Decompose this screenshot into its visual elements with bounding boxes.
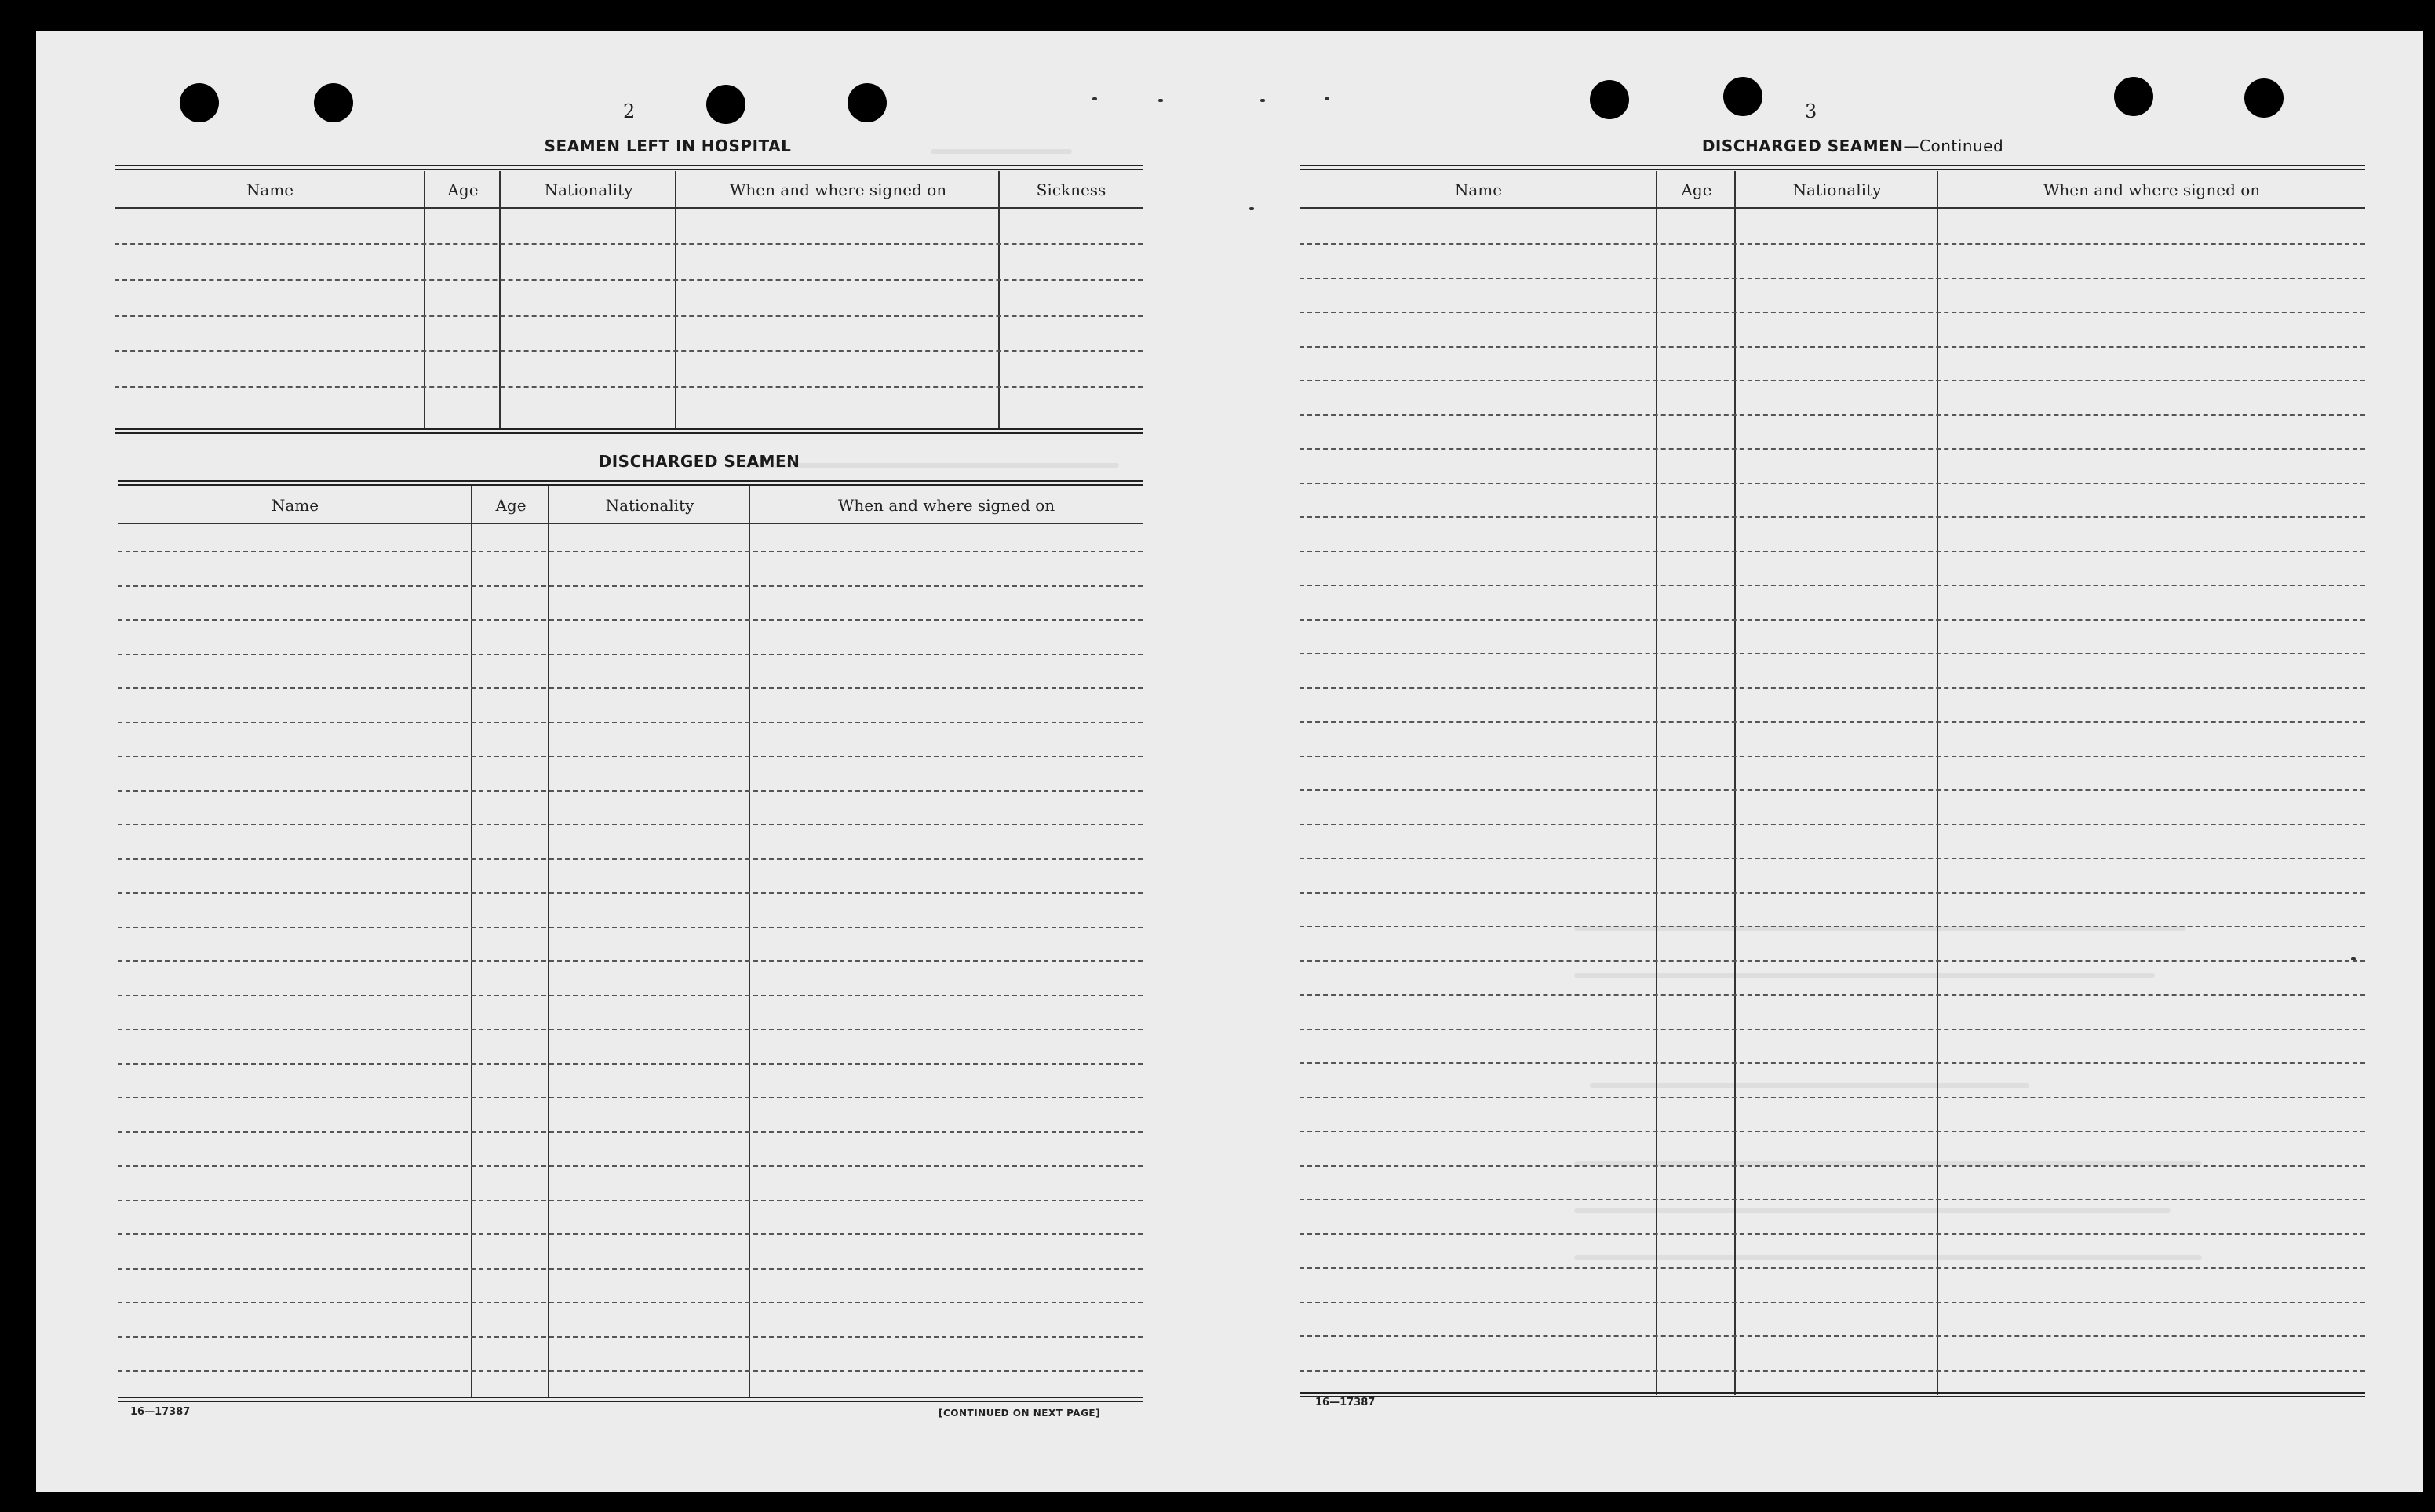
right-table-title (1300, 137, 2406, 155)
row-line (1300, 892, 2365, 894)
row-line (118, 1097, 1143, 1098)
row-line (1300, 721, 2365, 723)
col-header-name: Name (1454, 180, 1503, 199)
row-line (118, 858, 1143, 860)
table-top-rule (1300, 165, 2365, 170)
row-line (1300, 1097, 2365, 1098)
left-page-number: 2 (623, 100, 636, 122)
row-line (118, 1200, 1143, 1201)
speck (1325, 97, 1329, 100)
table-top-rule (118, 480, 1143, 486)
row-line (118, 756, 1143, 757)
form-sheet (36, 31, 2423, 1492)
col-header-age: Age (1681, 180, 1712, 199)
row-line (118, 1029, 1143, 1030)
row-line (1300, 1302, 2365, 1303)
punch-hole (848, 83, 887, 122)
row-line (1300, 994, 2365, 996)
row-line (1300, 414, 2365, 416)
column-divider (749, 486, 750, 1397)
row-line (115, 315, 1143, 317)
row-line (1300, 1131, 2365, 1132)
row-line (1300, 516, 2365, 518)
row-line (118, 687, 1143, 689)
row-line (118, 927, 1143, 928)
col-header-name: Name (246, 180, 294, 199)
row-line (1300, 1165, 2365, 1167)
row-line (1300, 483, 2365, 484)
row-line (1300, 380, 2365, 381)
punch-hole (2114, 77, 2153, 116)
row-line (1300, 1370, 2365, 1372)
col-header-name: Name (271, 496, 319, 515)
col-header-signed-on: When and where signed on (729, 180, 947, 199)
table-bottom-rule (1300, 1392, 2365, 1397)
row-line (118, 995, 1143, 996)
row-line (115, 386, 1143, 388)
table-header (118, 488, 1143, 524)
speck (1249, 207, 1254, 210)
column-divider (548, 486, 549, 1397)
column-divider (424, 171, 425, 428)
col-header-nationality: Nationality (544, 180, 633, 199)
continued-note: [CONTINUED ON NEXT PAGE] (939, 1408, 1101, 1419)
speck (1092, 97, 1097, 100)
row-line (118, 722, 1143, 723)
row-line (118, 585, 1143, 587)
punch-hole (706, 85, 745, 124)
row-line (118, 1165, 1143, 1167)
column-divider (675, 171, 676, 428)
col-header-nationality: Nationality (605, 496, 694, 515)
col-header-age: Age (447, 180, 479, 199)
discharged-table-right (1300, 165, 2365, 1436)
row-line (1300, 585, 2365, 586)
table-header (1300, 173, 2365, 209)
row-line (1300, 687, 2365, 689)
row-line (118, 619, 1143, 621)
hospital-table (115, 165, 1143, 471)
row-line (1300, 1335, 2365, 1337)
column-divider (499, 171, 501, 428)
punch-hole (1590, 80, 1629, 119)
table-bottom-rule (118, 1397, 1143, 1402)
row-line (115, 243, 1143, 245)
right-title-suffix: —Continued (1903, 137, 2004, 155)
row-line (118, 1131, 1143, 1133)
table-top-rule (115, 165, 1143, 170)
column-divider (1656, 171, 1657, 1395)
punch-hole (1723, 77, 1762, 116)
row-line (1300, 858, 2365, 859)
row-line (1300, 1062, 2365, 1064)
col-header-signed-on: When and where signed on (2043, 180, 2261, 199)
col-header-nationality: Nationality (1792, 180, 1882, 199)
row-line (1300, 1029, 2365, 1030)
row-line (118, 1233, 1143, 1235)
column-divider (1734, 171, 1736, 1395)
row-line (1300, 653, 2365, 654)
right-form-code: 16—17387 (1315, 1397, 1376, 1408)
row-line (118, 654, 1143, 655)
right-title-main: DISCHARGED SEAMEN (1701, 137, 1904, 155)
row-line (115, 279, 1143, 281)
row-line (1300, 312, 2365, 313)
column-divider (471, 486, 472, 1397)
row-line (118, 1370, 1143, 1372)
punch-hole (314, 83, 353, 122)
column-divider (1937, 171, 1938, 1395)
table-bottom-rule (115, 428, 1143, 434)
row-line (118, 892, 1143, 894)
row-line (1300, 789, 2365, 791)
row-line (118, 824, 1143, 825)
speck (1260, 99, 1265, 102)
row-line (115, 350, 1143, 352)
col-header-age: Age (495, 496, 527, 515)
row-line (118, 1302, 1143, 1303)
row-line (118, 1336, 1143, 1338)
hospital-table-title: SEAMEN LEFT IN HOSPITAL (544, 137, 792, 155)
row-line (1300, 448, 2365, 450)
col-header-signed-on: When and where signed on (837, 496, 1055, 515)
row-line (1300, 278, 2365, 279)
col-header-sickness: Sickness (1036, 180, 1106, 199)
row-line (1300, 551, 2365, 552)
right-page-number: 3 (1805, 100, 1817, 122)
row-line (1300, 619, 2365, 621)
punch-hole (2244, 78, 2284, 118)
table-header (115, 173, 1143, 209)
punch-hole (180, 83, 219, 122)
row-line (1300, 824, 2365, 825)
speck (1158, 99, 1163, 102)
column-divider (998, 171, 1000, 428)
row-line (1300, 346, 2365, 348)
discharged-table-left (118, 480, 1143, 1437)
row-line (1300, 1267, 2365, 1269)
row-line (1300, 1199, 2365, 1200)
row-line (1300, 1233, 2365, 1235)
row-line (118, 960, 1143, 962)
row-line (118, 790, 1143, 792)
row-line (118, 1063, 1143, 1065)
row-line (118, 551, 1143, 552)
row-line (1300, 960, 2365, 962)
row-line (1300, 926, 2365, 927)
row-line (118, 1268, 1143, 1270)
discharged-table-title: DISCHARGED SEAMEN (598, 452, 800, 471)
left-form-code: 16—17387 (130, 1406, 191, 1418)
row-line (1300, 243, 2365, 245)
row-line (1300, 756, 2365, 757)
